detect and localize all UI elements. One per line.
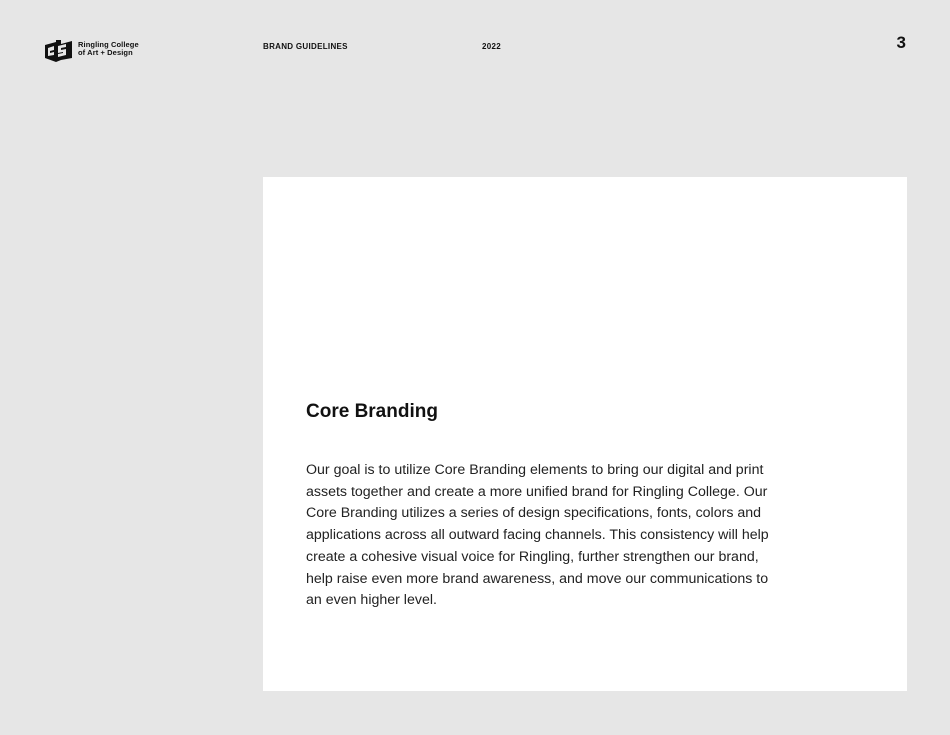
section-title: Core Branding <box>306 401 438 422</box>
logo-line-1: Ringling College <box>78 39 139 49</box>
logo-line-2: of Art + Design <box>78 48 133 57</box>
body-paragraph: Our goal is to utilize Core Branding elements to bring our digital and print assets together and create a more unified brand for Ringling College. Our Core Branding utilizes a series of design specifications, fonts, colors and applications across all outward facing channels. This consistency will help create a cohesive visual voice for Ringling, further strengthen our brand, help raise even more brand awareness, and move our communications to an even higher level. <box>306 462 769 609</box>
page-number: 3 <box>896 33 906 52</box>
logo <box>44 36 139 62</box>
content-card <box>263 177 907 691</box>
header-label: BRAND GUIDELINES <box>263 42 348 51</box>
logo-wordmark <box>78 41 139 58</box>
header-year: 2022 <box>482 42 501 51</box>
ringling-logo-icon <box>44 36 74 62</box>
